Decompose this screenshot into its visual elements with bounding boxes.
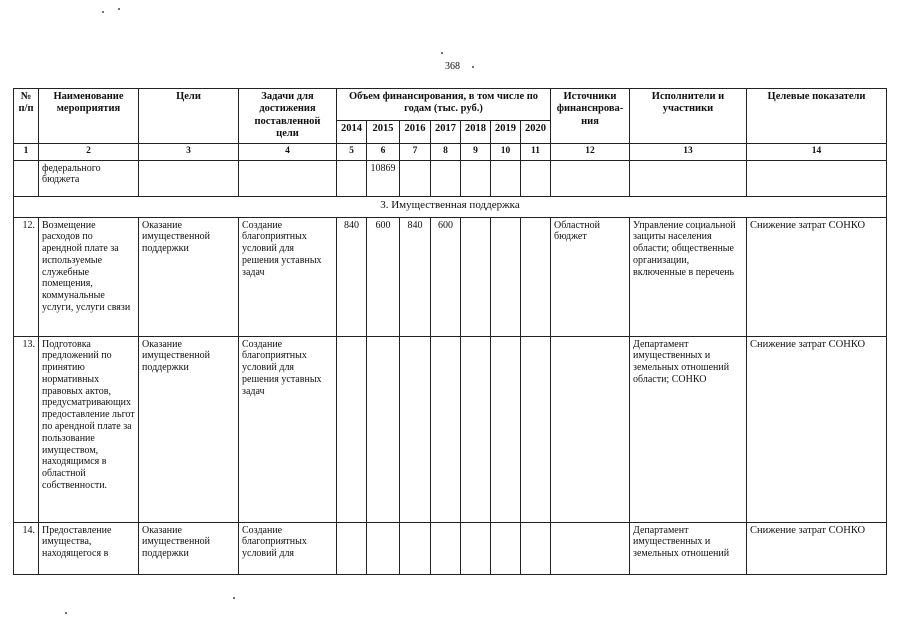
header-row [14, 89, 887, 121]
amount-cell [337, 336, 367, 522]
column-number: 7 [400, 143, 431, 160]
row-source [551, 522, 630, 574]
row-name: Подготовка предложений по принятию нормативных правовых актов, предусматривающих предоставление льгот по арендной плате за пользование имуществом, находящимся в областной собственности. [39, 336, 139, 522]
row-name: Возмещение расходов по арендной плате за используемые служебные помещения, коммунальные услуги, услуги связи [39, 217, 139, 336]
scan-speck [441, 52, 443, 54]
row-task: Создание благоприятных условий для [239, 522, 337, 574]
scan-speck [472, 66, 474, 68]
column-number-row [14, 143, 887, 160]
table-row [14, 217, 887, 336]
row-executor: Департамент имущественных и земельных отношений [630, 522, 747, 574]
year-header: 2018 [461, 121, 491, 143]
column-number: 4 [239, 143, 337, 160]
column-number: 14 [747, 143, 887, 160]
amount-cell: 600 [367, 217, 400, 336]
column-number: 6 [367, 143, 400, 160]
row-goal: Оказание имущественной поддержки [139, 336, 239, 522]
row-indicator: Снижение затрат СОНКО [747, 336, 887, 522]
amount-cell [367, 336, 400, 522]
amount-cell [400, 160, 431, 196]
scan-speck [233, 597, 235, 599]
year-header: 2014 [337, 121, 367, 143]
carry-row [14, 160, 887, 196]
row-name: Предоставление имущества, находящегося в [39, 522, 139, 574]
header-indicators: Целевые показатели [747, 89, 887, 144]
column-number: 10 [491, 143, 521, 160]
amount-cell [337, 522, 367, 574]
header-goals: Цели [139, 89, 239, 144]
amount-cell [521, 217, 551, 336]
program-table [13, 88, 887, 575]
row-executor: Департамент имущественных и земельных отношений области; СОНКО [630, 336, 747, 522]
amount-cell [400, 336, 431, 522]
section-title: 3. Имущественная поддержка [14, 196, 887, 217]
amount-cell: 600 [431, 217, 461, 336]
amount-cell [521, 160, 551, 196]
row-number: 14. [14, 522, 39, 574]
row-executor: Управление социальной защиты населения области; общественные организации, включенные в перечень [630, 217, 747, 336]
page-number: 368 [445, 61, 460, 72]
column-number: 8 [431, 143, 461, 160]
header-name: Наименование мероприятия [39, 89, 139, 144]
amount-cell [461, 217, 491, 336]
scan-speck [65, 612, 67, 614]
column-number: 2 [39, 143, 139, 160]
amount-cell [491, 217, 521, 336]
column-number: 13 [630, 143, 747, 160]
year-header: 2016 [400, 121, 431, 143]
carry-name: федерального бюджета [39, 160, 139, 196]
header-num: № п/п [14, 89, 39, 144]
amount-cell [367, 522, 400, 574]
row-number: 13. [14, 336, 39, 522]
row-source: Областной бюджет [551, 217, 630, 336]
header-tasks: Задачи для достижения поставленной цели [239, 89, 337, 144]
row-task: Создание благоприятных условий для решения уставных задач [239, 217, 337, 336]
amount-cell [521, 336, 551, 522]
year-header: 2017 [431, 121, 461, 143]
amount-cell [337, 160, 367, 196]
table-row [14, 522, 887, 574]
amount-cell [461, 160, 491, 196]
row-number: 12. [14, 217, 39, 336]
column-number: 12 [551, 143, 630, 160]
amount-cell [400, 522, 431, 574]
column-number: 9 [461, 143, 491, 160]
amount-cell: 10869 [367, 160, 400, 196]
column-number: 3 [139, 143, 239, 160]
column-number: 11 [521, 143, 551, 160]
amount-cell: 840 [337, 217, 367, 336]
row-goal: Оказание имущественной поддержки [139, 522, 239, 574]
header-executors: Исполнители и участники [630, 89, 747, 144]
amount-cell [491, 522, 521, 574]
row-task: Создание благоприятных условий для решения уставных задач [239, 336, 337, 522]
scan-speck [118, 8, 120, 10]
amount-cell [521, 522, 551, 574]
section-row [14, 196, 887, 217]
amount-cell [491, 336, 521, 522]
table-row [14, 336, 887, 522]
scan-speck [102, 11, 104, 13]
amount-cell [431, 160, 461, 196]
row-indicator: Снижение затрат СОНКО [747, 217, 887, 336]
row-goal: Оказание имущественной поддержки [139, 217, 239, 336]
header-funding: Объем финансирования, в том числе по годам (тыс. руб.) [337, 89, 551, 121]
row-indicator: Снижение затрат СОНКО [747, 522, 887, 574]
amount-cell [431, 522, 461, 574]
column-number: 1 [14, 143, 39, 160]
amount-cell: 840 [400, 217, 431, 336]
amount-cell [491, 160, 521, 196]
year-header: 2020 [521, 121, 551, 143]
header-sources: Источники финанснрова-ния [551, 89, 630, 144]
amount-cell [461, 522, 491, 574]
year-header: 2019 [491, 121, 521, 143]
row-source [551, 336, 630, 522]
amount-cell [431, 336, 461, 522]
year-header: 2015 [367, 121, 400, 143]
column-number: 5 [337, 143, 367, 160]
amount-cell [461, 336, 491, 522]
